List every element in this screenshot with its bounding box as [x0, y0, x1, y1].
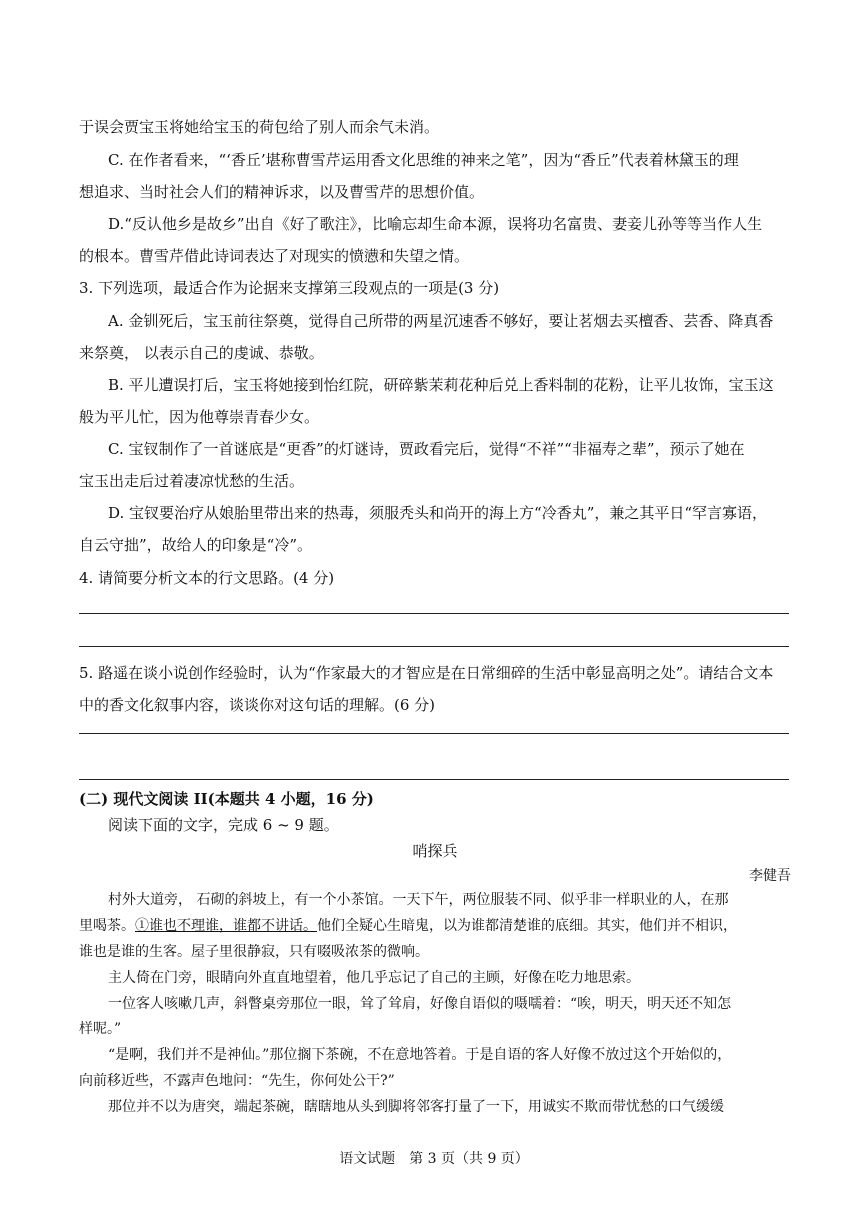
answer-line [79, 779, 789, 780]
section-heading: (二) 现代文阅读 II(本题共 4 小题，16 分) [79, 790, 374, 808]
question-5: 5. 路遥在谈小说创作经验时，认为“作家最大的才智应是在日常细碎的生活中彰显高明之处”。请结合文本 [79, 664, 774, 682]
text-line: 中的香文化叙事内容，谈谈你对这句话的理解。(6 分) [79, 696, 436, 714]
text-line: 想追求、当时社会人们的精神诉求，以及曹雪芹的思想价值。 [79, 183, 485, 201]
instruction-line: 阅读下面的文字，完成 6 ~ 9 题。 [108, 816, 339, 834]
underlined-sentence-1: ①谁也不理谁，谁都不讲话。 [135, 918, 317, 934]
page-footer: 语文试题 第 3 页（共 9 页） [339, 1151, 529, 1167]
article-line: 主人倚在门旁，眼睛向外直直地望着，他几乎忘记了自己的主顾，好像在吃力地思索。 [108, 970, 640, 986]
answer-line [79, 613, 789, 614]
article-author: 李健吾 [749, 868, 791, 884]
question-4: 4. 请简要分析文本的行文思路。(4 分) [79, 569, 335, 587]
article-line [79, 916, 791, 936]
option-d-line: D.“反认他乡是故乡”出自《好了歌注》，比喻忘却生命本源，误将功名富贵、妻妾儿孙等等当作人生 [108, 215, 763, 233]
answer-line [79, 733, 789, 734]
article-line: 那位并不以为唐突，端起茶碗，瞎瞎地从头到脚将邻客打量了一下，用诚实不欺而带忧愁的口气缓缓 [108, 1099, 724, 1115]
article-line: 一位客人咳嗽几声，斜瞥桌旁那位一眼，耸了耸肩，好像自语似的嗫嚅着：“唉，明天，明天还不知怎 [108, 996, 732, 1012]
text-line: 般为平儿忙，因为他尊崇青春少女。 [79, 408, 320, 426]
text-line: 自云守拙”，故给人的印象是“冷”。 [79, 536, 313, 554]
article-line: 向前移近些，不露声色地问：“先生，你何处公干?” [79, 1073, 395, 1089]
option-c-line: C. 在作者看来，“‘香丘’堪称曹雪芹运用香文化思维的神来之笔”，因为“香丘”代表着林黛玉的理 [108, 151, 739, 169]
article-text: 里喝茶。 [79, 918, 135, 934]
option-c-line: C. 宝钗制作了一首谜底是“更香”的灯谜诗，贾政看完后，觉得“不祥”“非福寿之辈”，预示了她在 [108, 440, 745, 458]
text-line: 于误会贾宝玉将她给宝玉的荷包给了别人而余气未消。 [79, 118, 440, 136]
article-title: 哨探兵 [412, 842, 458, 860]
article-text: 他们全疑心生暗鬼，以为谁都清楚谁的底细。其实，他们并不相识， [317, 918, 737, 934]
option-b-line: B. 平儿遭误打后，宝玉将她接到怡红院，研碎紫茉莉花种后兑上香料制的花粉，让平儿妆饰，宝玉这 [108, 376, 774, 394]
text-line: 宝玉出走后过着凄凉忧愁的生活。 [79, 472, 305, 490]
answer-line [79, 646, 789, 647]
article-line: “是啊，我们并不是神仙。”那位搁下茶碗，不在意地答着。于是自语的客人好像不放过这个开始似的， [108, 1047, 732, 1063]
article-line: 村外大道旁， 石砌的斜坡上，有一个小茶馆。一天下午，两位服装不同、似乎非一样职业的人，在那 [108, 892, 729, 908]
option-a-line: A. 金钏死后，宝玉前往祭奠，觉得自己所带的两星沉速香不够好，要让茗烟去买檀香、芸香、降真香 [108, 312, 774, 330]
option-d-line: D. 宝钗要治疗从娘胎里带出来的热毒，须服秃头和尚开的海上方“冷香丸”，兼之其平日“罕言寡语， [108, 504, 768, 522]
text-line: 的根本。曹雪芹借此诗词表达了对现实的愤懑和失望之情。 [79, 247, 470, 265]
article-line: 谁也是谁的生客。屋子里很静寂，只有啜吸浓茶的微响。 [79, 944, 429, 960]
text-line: 来祭奠， 以表示自己的虔诚、恭敬。 [79, 344, 324, 362]
article-line: 样呢。” [79, 1021, 122, 1037]
question-3: 3. 下列选项，最适合作为论据来支撑第三段观点的一项是(3 分) [79, 279, 500, 297]
